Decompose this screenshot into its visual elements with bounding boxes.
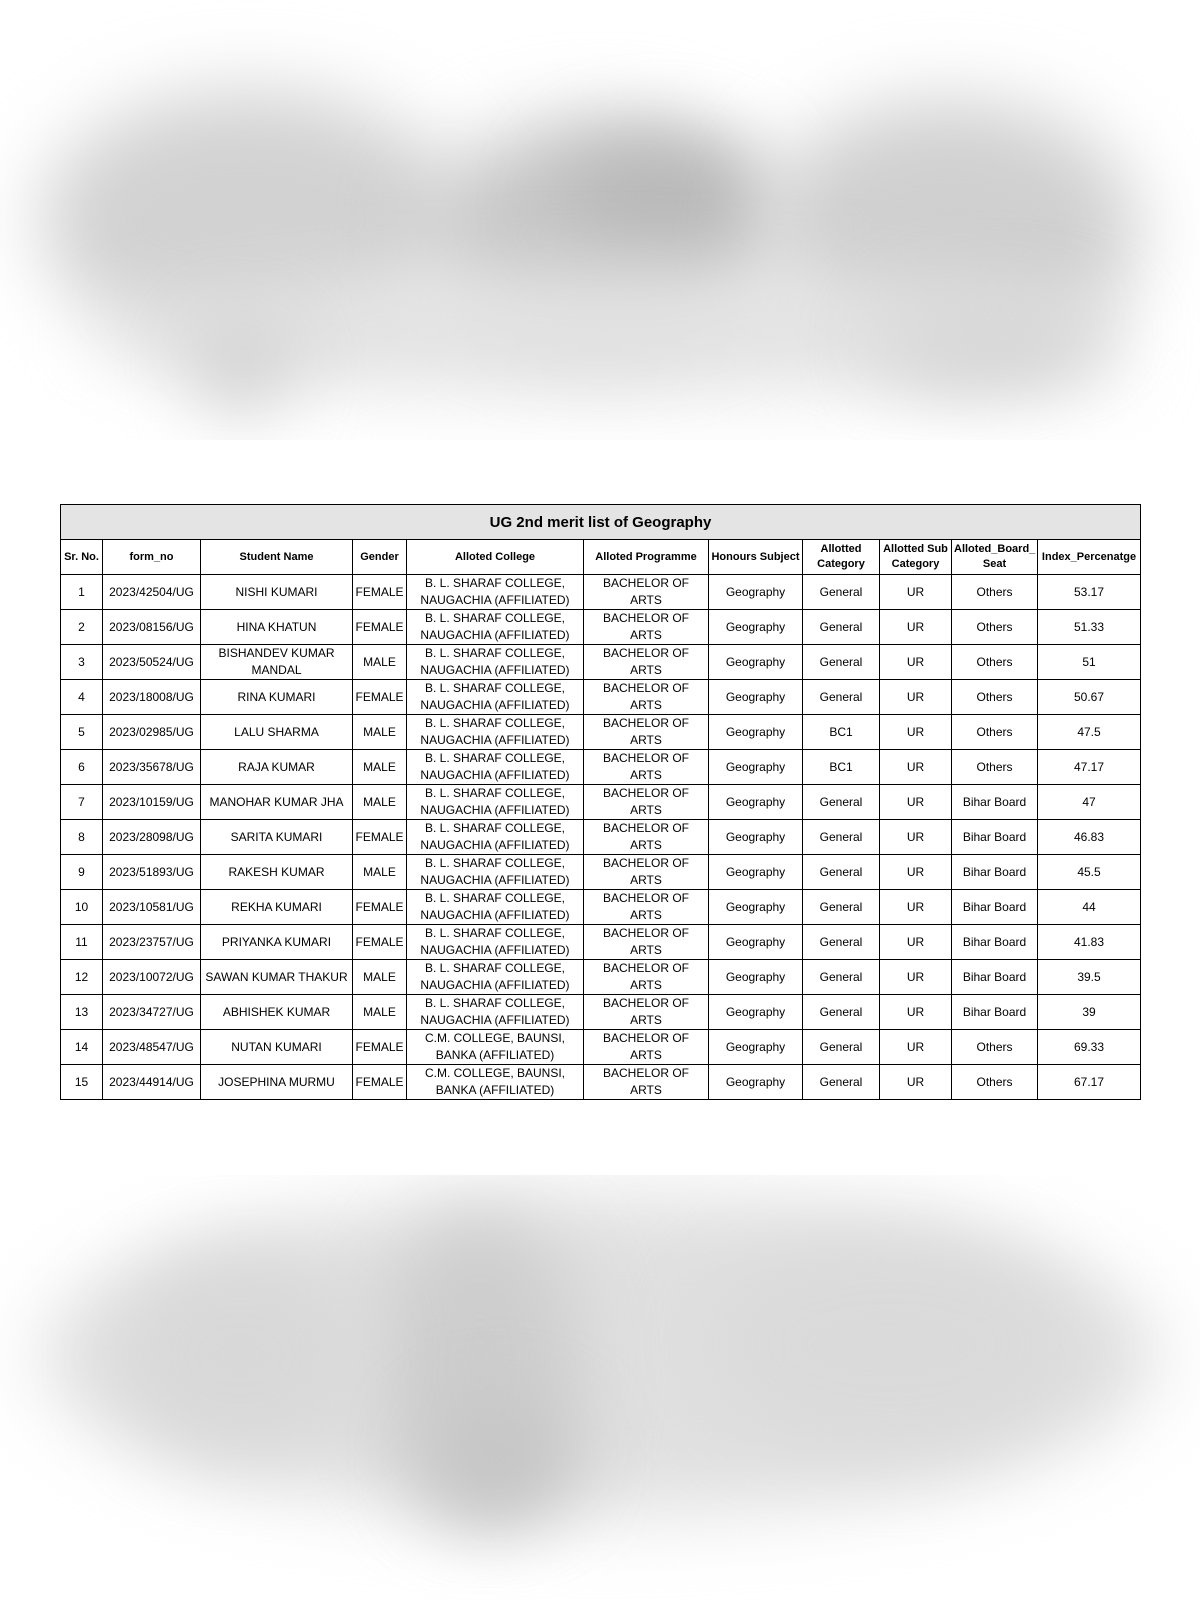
cell-alloted-college: B. L. SHARAF COLLEGE, NAUGACHIA (AFFILIATED) [407,960,584,995]
cell-form-no: 2023/08156/UG [103,610,201,645]
cell-student-name: SARITA KUMARI [201,820,353,855]
cell-allotted-sub-category: UR [880,785,952,820]
cell-student-name: MANOHAR KUMAR JHA [201,785,353,820]
cell-sr-no: 11 [61,925,103,960]
cell-form-no: 2023/18008/UG [103,680,201,715]
cell-alloted-board-seat: Bihar Board [952,820,1038,855]
cell-alloted-programme: BACHELOR OF ARTS [584,855,709,890]
cell-sr-no: 5 [61,715,103,750]
cell-alloted-programme: BACHELOR OF ARTS [584,1030,709,1065]
cell-allotted-category: General [803,925,880,960]
cell-student-name: RAJA KUMAR [201,750,353,785]
cell-student-name: ABHISHEK KUMAR [201,995,353,1030]
cell-index-percentage: 53.17 [1038,575,1141,610]
cell-index-percentage: 41.83 [1038,925,1141,960]
cell-alloted-college: C.M. COLLEGE, BAUNSI, BANKA (AFFILIATED) [407,1065,584,1100]
cell-alloted-board-seat: Bihar Board [952,925,1038,960]
cell-index-percentage: 47 [1038,785,1141,820]
cell-honours-subject: Geography [709,1030,803,1065]
merit-list-table [60,504,1141,1100]
cell-gender: FEMALE [353,890,407,925]
col-header-alloted-college: Alloted College [407,540,584,575]
table-title-row [61,505,1141,540]
cell-alloted-college: B. L. SHARAF COLLEGE, NAUGACHIA (AFFILIATED) [407,610,584,645]
cell-alloted-college: B. L. SHARAF COLLEGE, NAUGACHIA (AFFILIATED) [407,645,584,680]
cell-alloted-college: B. L. SHARAF COLLEGE, NAUGACHIA (AFFILIATED) [407,715,584,750]
col-header-alloted-programme: Alloted Programme [584,540,709,575]
cell-index-percentage: 46.83 [1038,820,1141,855]
cell-alloted-programme: BACHELOR OF ARTS [584,750,709,785]
col-header-allotted-sub-category: Allotted Sub Category [880,540,952,575]
cell-index-percentage: 39 [1038,995,1141,1030]
table-row [61,960,1141,995]
table-row [61,995,1141,1030]
cell-allotted-category: General [803,1030,880,1065]
cell-sr-no: 15 [61,1065,103,1100]
cell-index-percentage: 67.17 [1038,1065,1141,1100]
cell-gender: FEMALE [353,820,407,855]
cell-sr-no: 4 [61,680,103,715]
cell-index-percentage: 39.5 [1038,960,1141,995]
col-header-form-no: form_no [103,540,201,575]
cell-allotted-category: General [803,960,880,995]
cell-index-percentage: 44 [1038,890,1141,925]
cell-honours-subject: Geography [709,890,803,925]
cell-sr-no: 1 [61,575,103,610]
cell-alloted-board-seat: Bihar Board [952,995,1038,1030]
cell-gender: MALE [353,855,407,890]
blurred-footer-region [0,1175,1200,1600]
cell-allotted-category: BC1 [803,750,880,785]
table-row [61,1030,1141,1065]
cell-gender: MALE [353,995,407,1030]
cell-alloted-college: B. L. SHARAF COLLEGE, NAUGACHIA (AFFILIATED) [407,785,584,820]
cell-student-name: BISHANDEV KUMAR MANDAL [201,645,353,680]
cell-gender: FEMALE [353,925,407,960]
col-header-honours-subject: Honours Subject [709,540,803,575]
cell-student-name: REKHA KUMARI [201,890,353,925]
cell-alloted-college: B. L. SHARAF COLLEGE, NAUGACHIA (AFFILIATED) [407,820,584,855]
cell-alloted-programme: BACHELOR OF ARTS [584,785,709,820]
cell-honours-subject: Geography [709,925,803,960]
cell-gender: MALE [353,785,407,820]
cell-allotted-category: General [803,820,880,855]
cell-student-name: NUTAN KUMARI [201,1030,353,1065]
cell-alloted-board-seat: Bihar Board [952,890,1038,925]
cell-index-percentage: 45.5 [1038,855,1141,890]
col-header-allotted-category: Allotted Category [803,540,880,575]
cell-allotted-category: General [803,575,880,610]
cell-alloted-programme: BACHELOR OF ARTS [584,610,709,645]
table-title: UG 2nd merit list of Geography [61,505,1141,540]
cell-index-percentage: 47.5 [1038,715,1141,750]
cell-alloted-board-seat: Others [952,715,1038,750]
cell-form-no: 2023/02985/UG [103,715,201,750]
table-header-row [61,540,1141,575]
cell-alloted-programme: BACHELOR OF ARTS [584,890,709,925]
cell-gender: MALE [353,750,407,785]
cell-sr-no: 9 [61,855,103,890]
cell-alloted-programme: BACHELOR OF ARTS [584,960,709,995]
cell-allotted-category: General [803,785,880,820]
cell-form-no: 2023/23757/UG [103,925,201,960]
cell-student-name: JOSEPHINA MURMU [201,1065,353,1100]
cell-alloted-programme: BACHELOR OF ARTS [584,925,709,960]
col-header-student-name: Student Name [201,540,353,575]
cell-allotted-sub-category: UR [880,960,952,995]
cell-allotted-sub-category: UR [880,1030,952,1065]
cell-sr-no: 8 [61,820,103,855]
cell-allotted-category: General [803,890,880,925]
cell-gender: FEMALE [353,610,407,645]
cell-allotted-sub-category: UR [880,680,952,715]
cell-student-name: LALU SHARMA [201,715,353,750]
cell-gender: MALE [353,645,407,680]
cell-allotted-sub-category: UR [880,715,952,750]
cell-index-percentage: 47.17 [1038,750,1141,785]
cell-honours-subject: Geography [709,715,803,750]
cell-form-no: 2023/28098/UG [103,820,201,855]
cell-student-name: RAKESH KUMAR [201,855,353,890]
cell-allotted-category: General [803,995,880,1030]
table-row [61,925,1141,960]
cell-form-no: 2023/48547/UG [103,1030,201,1065]
cell-form-no: 2023/42504/UG [103,575,201,610]
cell-allotted-category: General [803,1065,880,1100]
col-header-index-percentage: Index_Percenatge [1038,540,1141,575]
cell-allotted-sub-category: UR [880,750,952,785]
cell-form-no: 2023/10581/UG [103,890,201,925]
cell-sr-no: 10 [61,890,103,925]
cell-gender: FEMALE [353,1065,407,1100]
cell-allotted-category: General [803,610,880,645]
cell-index-percentage: 69.33 [1038,1030,1141,1065]
table-row [61,1065,1141,1100]
cell-allotted-category: General [803,855,880,890]
blurred-header-region [0,0,1200,440]
cell-form-no: 2023/35678/UG [103,750,201,785]
cell-gender: MALE [353,715,407,750]
cell-student-name: HINA KHATUN [201,610,353,645]
cell-alloted-board-seat: Bihar Board [952,960,1038,995]
cell-gender: FEMALE [353,680,407,715]
cell-sr-no: 13 [61,995,103,1030]
cell-honours-subject: Geography [709,680,803,715]
table-row [61,890,1141,925]
table-row [61,575,1141,610]
cell-sr-no: 12 [61,960,103,995]
table-row [61,715,1141,750]
cell-sr-no: 6 [61,750,103,785]
cell-honours-subject: Geography [709,1065,803,1100]
cell-alloted-college: B. L. SHARAF COLLEGE, NAUGACHIA (AFFILIATED) [407,855,584,890]
cell-student-name: RINA KUMARI [201,680,353,715]
cell-alloted-board-seat: Bihar Board [952,785,1038,820]
cell-alloted-college: B. L. SHARAF COLLEGE, NAUGACHIA (AFFILIATED) [407,680,584,715]
merit-list-sheet [60,504,1140,1100]
cell-alloted-programme: BACHELOR OF ARTS [584,575,709,610]
table-body [61,575,1141,1100]
cell-alloted-board-seat: Bihar Board [952,855,1038,890]
cell-allotted-category: General [803,680,880,715]
cell-honours-subject: Geography [709,750,803,785]
cell-alloted-programme: BACHELOR OF ARTS [584,645,709,680]
cell-allotted-sub-category: UR [880,645,952,680]
cell-alloted-programme: BACHELOR OF ARTS [584,995,709,1030]
cell-allotted-sub-category: UR [880,890,952,925]
cell-form-no: 2023/51893/UG [103,855,201,890]
cell-student-name: PRIYANKA KUMARI [201,925,353,960]
cell-honours-subject: Geography [709,820,803,855]
cell-honours-subject: Geography [709,610,803,645]
cell-alloted-college: B. L. SHARAF COLLEGE, NAUGACHIA (AFFILIATED) [407,995,584,1030]
cell-honours-subject: Geography [709,855,803,890]
cell-form-no: 2023/34727/UG [103,995,201,1030]
cell-honours-subject: Geography [709,575,803,610]
col-header-sr-no: Sr. No. [61,540,103,575]
cell-alloted-college: B. L. SHARAF COLLEGE, NAUGACHIA (AFFILIATED) [407,575,584,610]
cell-allotted-sub-category: UR [880,820,952,855]
cell-alloted-board-seat: Others [952,750,1038,785]
cell-form-no: 2023/44914/UG [103,1065,201,1100]
cell-alloted-college: C.M. COLLEGE, BAUNSI, BANKA (AFFILIATED) [407,1030,584,1065]
cell-alloted-college: B. L. SHARAF COLLEGE, NAUGACHIA (AFFILIATED) [407,750,584,785]
cell-alloted-programme: BACHELOR OF ARTS [584,680,709,715]
cell-gender: FEMALE [353,575,407,610]
cell-alloted-board-seat: Others [952,680,1038,715]
cell-alloted-board-seat: Others [952,575,1038,610]
cell-gender: FEMALE [353,1030,407,1065]
cell-alloted-programme: BACHELOR OF ARTS [584,715,709,750]
cell-allotted-sub-category: UR [880,575,952,610]
cell-alloted-board-seat: Others [952,1030,1038,1065]
cell-allotted-sub-category: UR [880,855,952,890]
cell-student-name: NISHI KUMARI [201,575,353,610]
cell-alloted-board-seat: Others [952,645,1038,680]
cell-allotted-category: BC1 [803,715,880,750]
cell-form-no: 2023/10159/UG [103,785,201,820]
cell-honours-subject: Geography [709,995,803,1030]
table-row [61,855,1141,890]
table-row [61,785,1141,820]
cell-index-percentage: 51.33 [1038,610,1141,645]
table-row [61,820,1141,855]
cell-alloted-college: B. L. SHARAF COLLEGE, NAUGACHIA (AFFILIATED) [407,890,584,925]
table-row [61,750,1141,785]
cell-sr-no: 2 [61,610,103,645]
cell-sr-no: 3 [61,645,103,680]
cell-allotted-category: General [803,645,880,680]
cell-form-no: 2023/50524/UG [103,645,201,680]
cell-allotted-sub-category: UR [880,1065,952,1100]
table-row [61,610,1141,645]
cell-alloted-programme: BACHELOR OF ARTS [584,1065,709,1100]
table-row [61,645,1141,680]
cell-student-name: SAWAN KUMAR THAKUR [201,960,353,995]
col-header-alloted-board-seat: Alloted_Board_ Seat [952,540,1038,575]
cell-index-percentage: 51 [1038,645,1141,680]
cell-allotted-sub-category: UR [880,995,952,1030]
cell-alloted-board-seat: Others [952,1065,1038,1100]
cell-allotted-sub-category: UR [880,610,952,645]
table-row [61,680,1141,715]
cell-index-percentage: 50.67 [1038,680,1141,715]
cell-alloted-college: B. L. SHARAF COLLEGE, NAUGACHIA (AFFILIATED) [407,925,584,960]
cell-sr-no: 7 [61,785,103,820]
cell-allotted-sub-category: UR [880,925,952,960]
cell-honours-subject: Geography [709,960,803,995]
cell-honours-subject: Geography [709,645,803,680]
cell-alloted-board-seat: Others [952,610,1038,645]
cell-honours-subject: Geography [709,785,803,820]
cell-alloted-programme: BACHELOR OF ARTS [584,820,709,855]
col-header-gender: Gender [353,540,407,575]
cell-gender: MALE [353,960,407,995]
cell-form-no: 2023/10072/UG [103,960,201,995]
cell-sr-no: 14 [61,1030,103,1065]
